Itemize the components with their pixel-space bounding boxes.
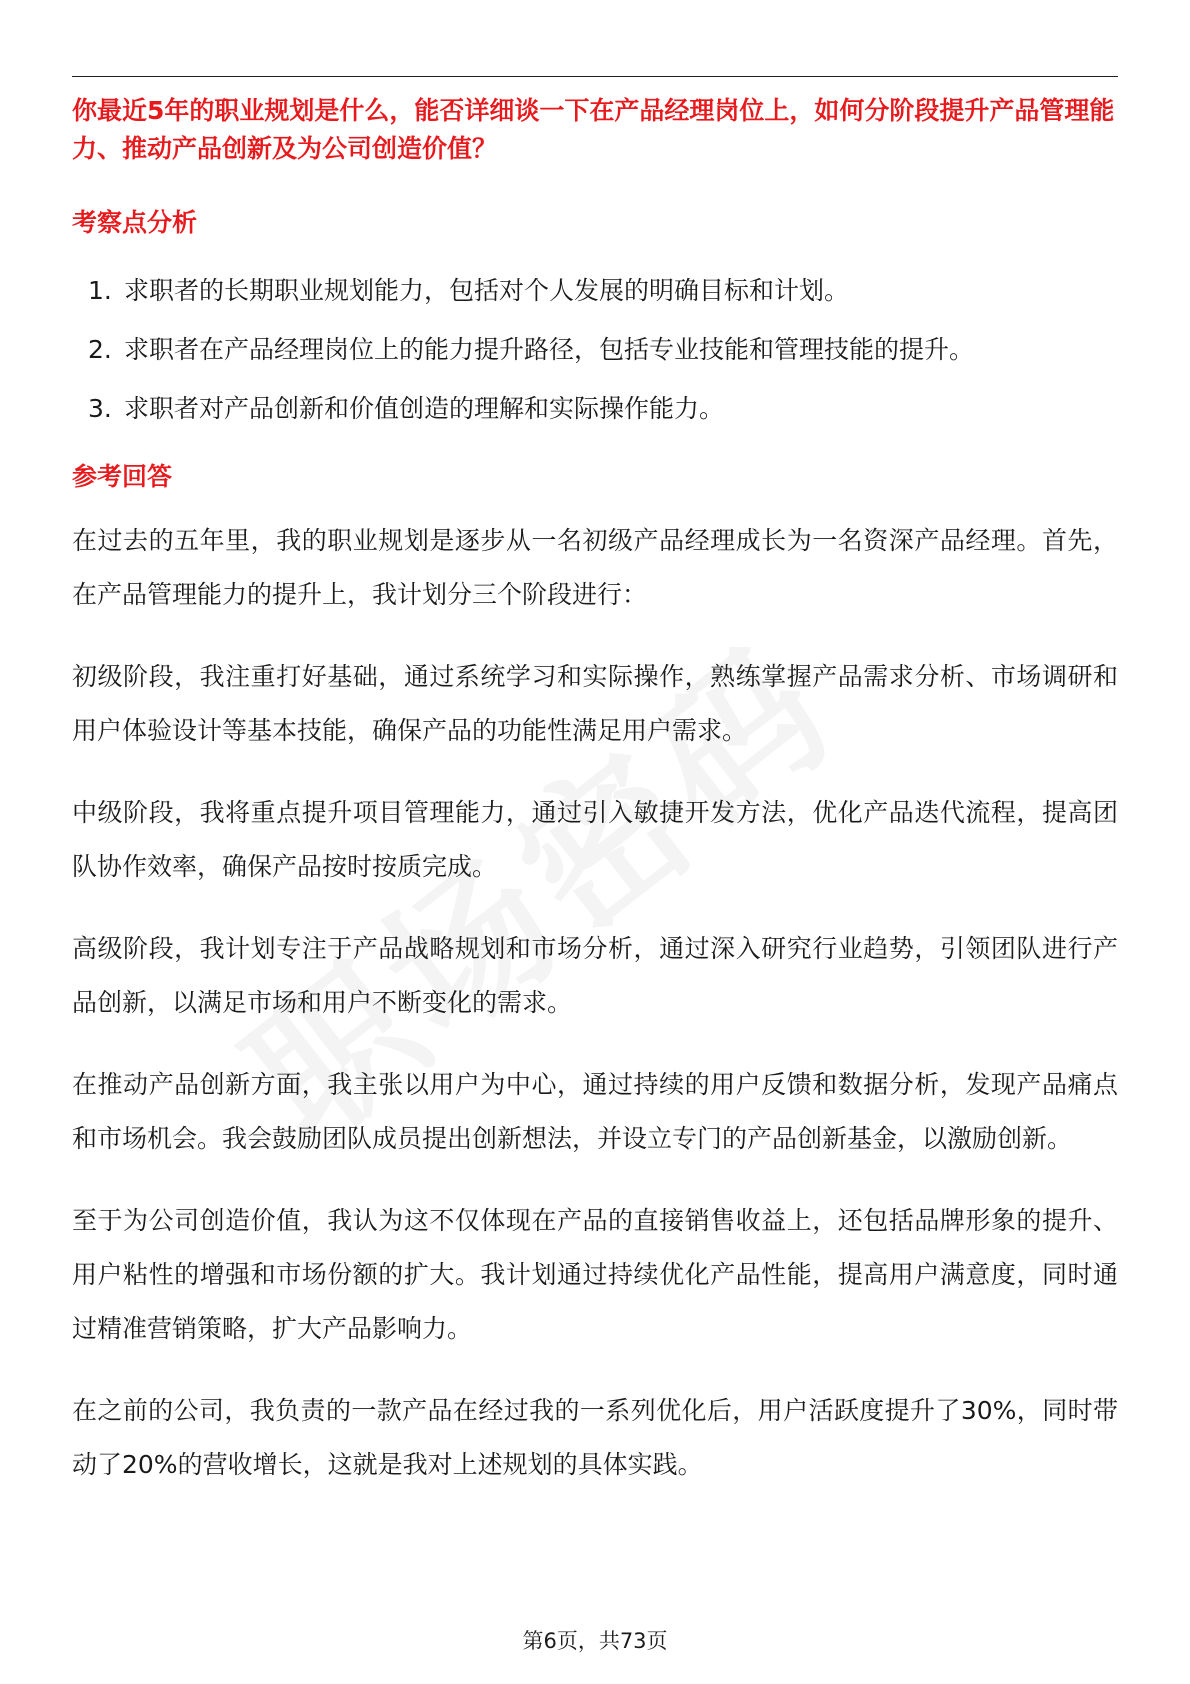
answer-paragraph: 在推动产品创新方面，我主张以用户为中心，通过持续的用户反馈和数据分析，发现产品痛点和市场机会。我会鼓励团队成员提出创新想法，并设立专门的产品创新基金，以激励创新。 [72,1070,1118,1153]
list-item [72,390,1118,428]
answer-heading: 参考回答 [72,462,173,491]
analysis-points-list [72,272,1118,428]
list-item-number: 1. [88,276,112,305]
top-divider [72,76,1118,77]
list-item-number: 2. [88,335,112,364]
main-content [72,92,1118,1492]
answer-paragraph: 高级阶段，我计划专注于产品战略规划和市场分析，通过深入研究行业趋势，引领团队进行产品创新，以满足市场和用户不断变化的需求。 [72,934,1118,1017]
list-item-number: 3. [88,394,112,423]
list-item [72,331,1118,369]
answer-paragraph: 至于为公司创造价值，我认为这不仅体现在产品的直接销售收益上，还包括品牌形象的提升、用户粘性的增强和市场份额的扩大。我计划通过持续优化产品性能，提高用户满意度，同时通过精准营销策略，扩大产品影响力。 [72,1206,1118,1343]
answer-paragraph: 在之前的公司，我负责的一款产品在经过我的一系列优化后，用户活跃度提升了30%，同时带动了20%的营收增长，这就是我对上述规划的具体实践。 [72,1396,1118,1479]
answer-paragraph: 在过去的五年里，我的职业规划是逐步从一名初级产品经理成长为一名资深产品经理。首先，在产品管理能力的提升上，我计划分三个阶段进行： [72,526,1118,609]
answer-paragraph: 中级阶段，我将重点提升项目管理能力，通过引入敏捷开发方法，优化产品迭代流程，提高团队协作效率，确保产品按时按质完成。 [72,798,1118,881]
analysis-heading: 考察点分析 [72,208,198,237]
list-item [72,272,1118,310]
page-number-footer: 第6页，共73页 [522,1629,668,1653]
question-title: 你最近5年的职业规划是什么，能否详细谈一下在产品经理岗位上，如何分阶段提升产品管理能力、推动产品创新及为公司创造价值？ [72,96,1115,163]
answer-paragraph: 初级阶段，我注重打好基础，通过系统学习和实际操作，熟练掌握产品需求分析、市场调研和用户体验设计等基本技能，确保产品的功能性满足用户需求。 [72,662,1118,745]
list-item-text: 求职者的长期职业规划能力，包括对个人发展的明确目标和计划。 [124,276,850,305]
list-item-text: 求职者在产品经理岗位上的能力提升路径，包括专业技能和管理技能的提升。 [124,335,975,364]
list-item-text: 求职者对产品创新和价值创造的理解和实际操作能力。 [124,394,725,423]
